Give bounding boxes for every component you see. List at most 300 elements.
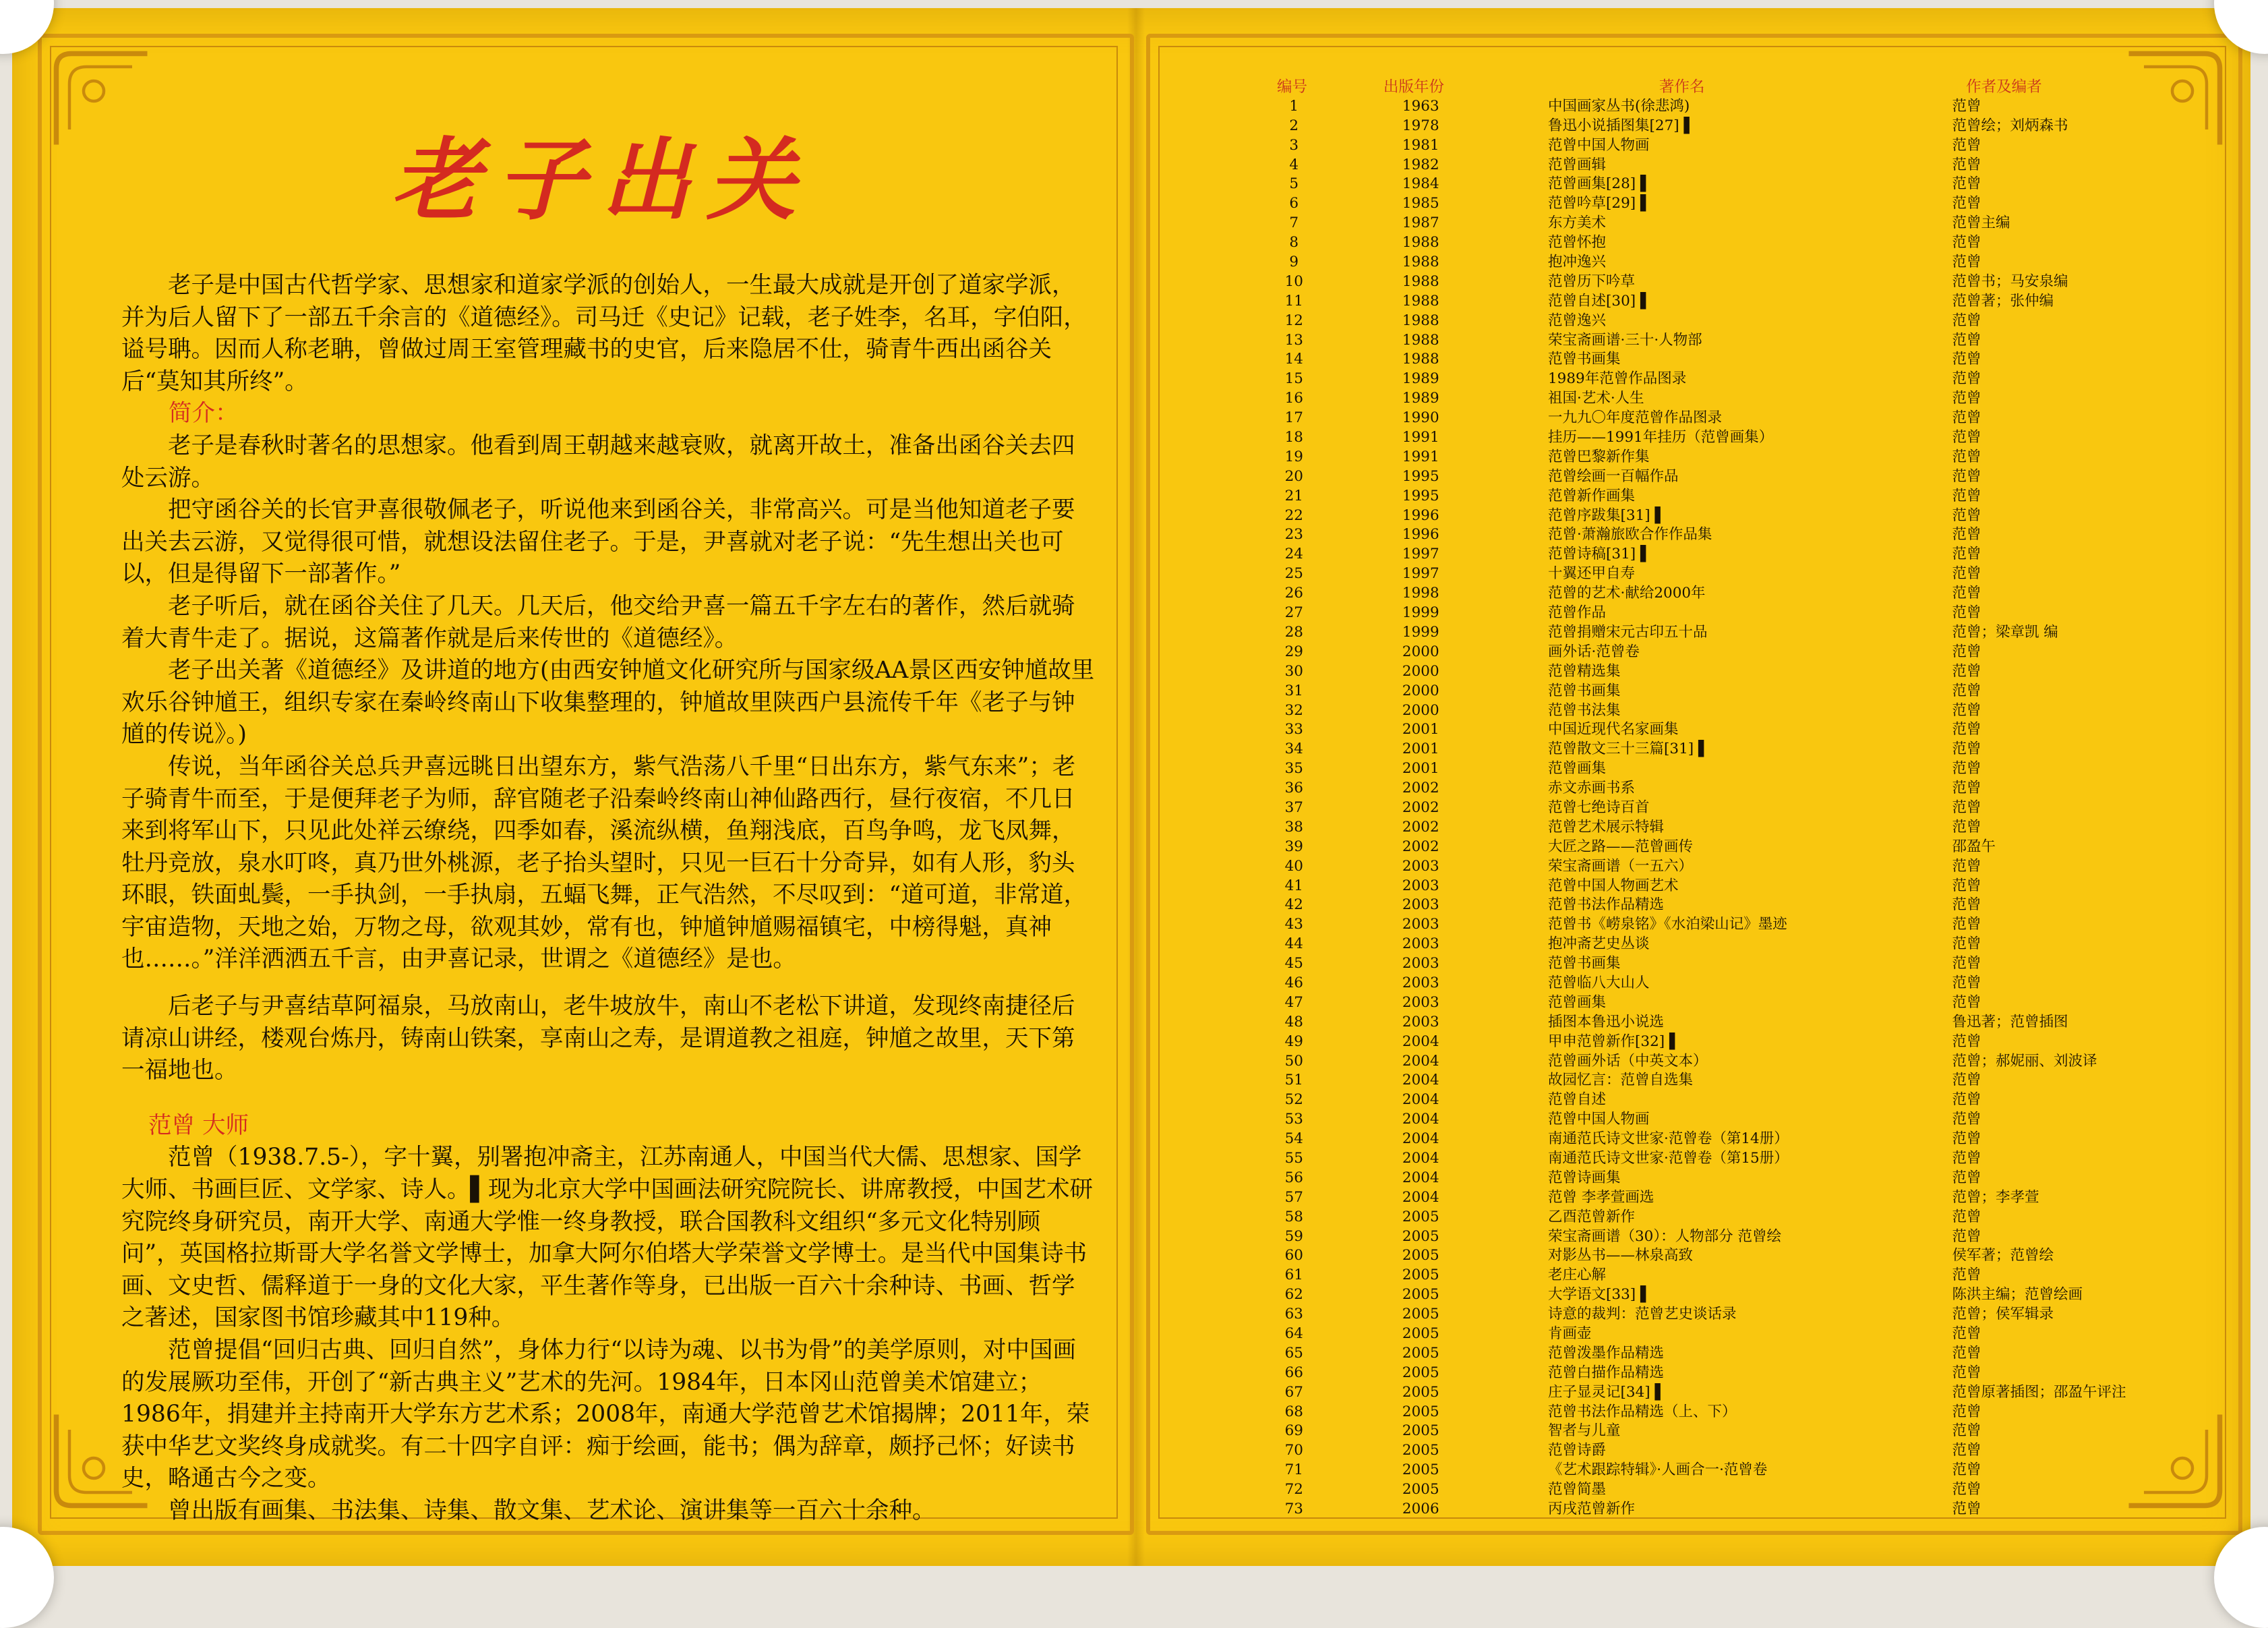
cell-year: 1988: [1402, 272, 1439, 290]
cell-title: 范曾诗画集: [1548, 1169, 1621, 1186]
cell-year: 2005: [1402, 1422, 1439, 1440]
table-row: [1267, 1013, 2151, 1033]
cell-number: 62: [1284, 1286, 1303, 1304]
table-row: [1267, 253, 2151, 272]
table-row: [1267, 896, 2151, 915]
cell-year: 2000: [1402, 682, 1439, 699]
cell-number: 37: [1284, 798, 1303, 816]
cell-title: 范曾书法集: [1548, 701, 1621, 719]
cell-year: 2005: [1402, 1227, 1439, 1245]
cell-year: 1984: [1402, 175, 1439, 193]
cell-author: 范曾: [1952, 818, 1981, 836]
paragraph: 老子听后，就在函谷关住了几天。几天后，他交给尹喜一篇五千字左右的著作，然后就骑着大青牛走了。据说，这篇著作就是后来传世的《道德经》。: [121, 592, 1075, 652]
header-title: 著作名: [1659, 78, 1705, 96]
cell-number: 50: [1284, 1052, 1303, 1070]
cell-author: 范曾: [1952, 312, 1981, 329]
cell-author: 侯军著；范曾绘: [1952, 1247, 2054, 1264]
cell-number: 10: [1284, 272, 1303, 290]
table-row: [1267, 974, 2151, 993]
cell-year: 2005: [1402, 1383, 1439, 1401]
cell-title: 插图本鲁迅小说选: [1548, 1013, 1665, 1030]
table-row: [1267, 525, 2151, 545]
cell-title: 范曾画外话（中英文本）: [1548, 1052, 1708, 1070]
cell-number: 12: [1284, 312, 1303, 329]
cell-number: 57: [1284, 1188, 1303, 1206]
table-header: [1267, 78, 2151, 97]
cell-title: 范曾·萧瀚旅欧合作作品集: [1548, 526, 1712, 544]
cell-year: 1981: [1402, 136, 1439, 154]
cell-title: 范曾作品: [1548, 604, 1607, 622]
table-row: [1267, 331, 2151, 351]
paragraph: 把守函谷关的长官尹喜很敬佩老子，听说他来到函谷关，非常高兴。可是当他知道老子要出关去云游，又觉得很可惜，就想设法留住老子。于是，尹喜就对老子说：“先生想出关也可以，但是得留下一部著作。”: [121, 496, 1075, 588]
table-row: [1267, 662, 2151, 682]
cell-year: 1988: [1402, 312, 1439, 329]
cell-author: 范曾: [1952, 896, 1981, 914]
table-row: [1267, 1305, 2151, 1325]
cell-year: 2000: [1402, 643, 1439, 660]
cell-author: 范曾: [1952, 467, 1981, 485]
cell-title: 挂历——1991年挂历（范曾画集）: [1548, 429, 1774, 446]
bibliography-table: [1267, 78, 2151, 1519]
cell-year: 1988: [1402, 351, 1439, 368]
cell-author: 范曾主编: [1952, 214, 2010, 232]
paragraph: 老子是中国古代哲学家、思想家和道家学派的创始人，一生最大成就是开创了道家学派，并为后人留下了一部五千余言的《道德经》。司马迁《史记》记载，老子姓李，名耳，字伯阳，谥号聃。因而人称老聃，曾做过周王室管理藏书的史官，后来隐居不仕，骑青牛西出函谷关后“莫知其所终”。: [121, 272, 1087, 395]
table-row: [1267, 838, 2151, 857]
cell-author: 范曾: [1952, 798, 1981, 816]
cell-number: 40: [1284, 857, 1303, 875]
cell-year: 2003: [1402, 896, 1439, 914]
cell-year: 1990: [1402, 409, 1439, 427]
table-row: [1267, 779, 2151, 798]
cell-number: 54: [1284, 1130, 1303, 1148]
cell-title: 范曾画辑: [1548, 156, 1607, 173]
cell-number: 36: [1284, 780, 1303, 797]
cell-year: 2005: [1402, 1461, 1439, 1479]
cell-title: 范曾自述[30] ▌: [1548, 292, 1652, 310]
cell-year: 2004: [1402, 1111, 1439, 1128]
cell-title: 中国近现代名家画集: [1548, 721, 1679, 738]
cell-year: 1982: [1402, 156, 1439, 173]
cell-author: 范曾: [1952, 1208, 1981, 1225]
table-row: [1267, 877, 2151, 896]
cell-year: 1988: [1402, 331, 1439, 349]
cell-year: 2004: [1402, 1149, 1439, 1167]
paragraph: 传说，当年函谷关总兵尹喜远眺日出望东方，紫气浩荡八千里“日出东方，紫气东来”；老子骑青牛而至，于是便拜老子为师，辞官随老子沿秦岭终南山神仙路西行，昼行夜宿，不几日来到将军山下，只见此处祥云缭绕，四季如春，溪流纵横，鱼翔浅底，百鸟争鸣，龙飞凤舞，牡丹竞放，泉水叮咚，真乃世外桃源，老子抬头望时，只见一巨石十分奇异，如有人形，豹头环眼，铁面虬鬓，一手执剑，一手执扇，五蝠飞舞，正气浩然，不尽叹到：“道可道，非常道，宇宙造物，天地之始，万物之母，欲观其妙，常有也，钟馗钟馗赐福镇宅，中榜得魁，真神也……。”洋洋洒洒五千言，由尹喜记录，世谓之《道德经》是也。: [121, 753, 1087, 973]
cell-year: 1988: [1402, 292, 1439, 310]
cell-title: 丙戌范曾新作: [1548, 1501, 1636, 1518]
cell-number: 73: [1284, 1501, 1303, 1518]
cell-number: 21: [1284, 487, 1303, 504]
cell-title: 抱冲斋艺史丛谈: [1548, 935, 1650, 953]
cell-number: 53: [1284, 1111, 1303, 1128]
table-row: [1267, 584, 2151, 604]
cell-number: 33: [1284, 721, 1303, 738]
cell-author: 范曾: [1952, 682, 1981, 699]
cell-title: 范曾散文三十三篇[31] ▌: [1548, 740, 1710, 758]
cell-author: 范曾: [1952, 331, 1981, 349]
cell-author: 范曾: [1952, 156, 1981, 173]
cell-year: 2001: [1402, 760, 1439, 778]
table-row: [1267, 759, 2151, 779]
table-row: [1267, 156, 2151, 175]
cell-year: 1991: [1402, 429, 1439, 446]
cell-author: 范曾: [1952, 565, 1981, 583]
cell-year: 2000: [1402, 701, 1439, 719]
cell-number: 71: [1284, 1461, 1303, 1479]
cell-number: 64: [1284, 1325, 1303, 1342]
cell-title: 范曾怀抱: [1548, 234, 1607, 252]
cell-author: 范曾: [1952, 448, 1981, 465]
cell-number: 42: [1284, 896, 1303, 914]
cell-author: 范曾: [1952, 1227, 1981, 1245]
cell-author: 范曾: [1952, 857, 1981, 875]
paragraph: 范曾（1938.7.5-），字十翼，别署抱冲斋主，江苏南通人，中国当代大儒、思想家、国学大师、书画巨匠、文学家、诗人。▌现为北京大学中国画法研究院院长、讲席教授，中国艺术研究院终身研究员，南开大学、南通大学惟一终身教授，联合国教科文组织“多元文化特别顾问”，英国格拉斯哥大学名誉文学博士，加拿大阿尔伯塔大学荣誉文学博士。是当代中国集诗书画、文史哲、儒释道于一身的文化大家，平生著作等身，已出版一百六十余种诗、书画、哲学之著述，国家图书馆珍藏其中119种。: [121, 1144, 1094, 1332]
table-row: [1267, 623, 2151, 643]
cell-number: 70: [1284, 1442, 1303, 1459]
cell-author: 范曾: [1952, 701, 1981, 719]
cell-title: 范曾中国人物画: [1548, 136, 1650, 154]
cell-title: 荣宝斋画谱（30）：人物部分 范曾绘: [1548, 1227, 1781, 1245]
cell-author: 范曾: [1952, 935, 1981, 953]
cell-number: 65: [1284, 1344, 1303, 1362]
cell-year: 1989: [1402, 370, 1439, 388]
table-row: [1267, 409, 2151, 428]
table-row: [1267, 1500, 2151, 1519]
cell-year: 2001: [1402, 740, 1439, 758]
table-row: [1267, 993, 2151, 1013]
cell-title: 祖国·艺术·人生: [1548, 390, 1644, 407]
table-row: [1267, 1325, 2151, 1344]
table-row: [1267, 1344, 2151, 1364]
cell-year: 1995: [1402, 487, 1439, 504]
cell-year: 1987: [1402, 214, 1439, 232]
cell-title: 范曾吟草[29] ▌: [1548, 195, 1652, 212]
cell-author: 范曾: [1952, 487, 1981, 504]
cell-title: 范曾书画集: [1548, 351, 1621, 368]
cell-title: 画外话·范曾卷: [1548, 643, 1640, 660]
cell-year: 2003: [1402, 857, 1439, 875]
cell-author: 范曾: [1952, 974, 1981, 991]
cell-author: 范曾著；张仲编: [1952, 292, 2054, 310]
cell-title: 老庄心解: [1548, 1267, 1607, 1284]
cell-title: 乙酉范曾新作: [1548, 1208, 1636, 1225]
cell-number: 38: [1284, 818, 1303, 836]
cell-author: 范曾: [1952, 1149, 1981, 1167]
cell-title: 范曾精选集: [1548, 662, 1621, 680]
cell-year: 2004: [1402, 1188, 1439, 1206]
cell-number: 11: [1284, 292, 1303, 310]
cell-number: 35: [1284, 760, 1303, 778]
cell-author: 范曾: [1952, 955, 1981, 972]
cell-number: 72: [1284, 1481, 1303, 1499]
cell-year: 2002: [1402, 798, 1439, 816]
cell-author: 范曾: [1952, 1267, 1981, 1284]
cell-year: 2005: [1402, 1344, 1439, 1362]
cell-number: 26: [1284, 585, 1303, 602]
cell-author: 陈洪主编；范曾绘画: [1952, 1286, 2083, 1304]
cell-year: 2003: [1402, 1013, 1439, 1030]
cell-number: 23: [1284, 526, 1303, 544]
table-row: [1267, 564, 2151, 584]
cell-author: 范曾: [1952, 1072, 1981, 1089]
cell-author: 范曾: [1952, 97, 1981, 115]
cell-title: 智者与儿童: [1548, 1422, 1621, 1440]
table-body: [1267, 97, 2151, 1519]
cell-number: 34: [1284, 740, 1303, 758]
cell-author: 范曾: [1952, 506, 1981, 524]
cell-title: 范曾序跋集[31] ▌: [1548, 506, 1667, 524]
cell-number: 8: [1289, 234, 1299, 252]
table-row: [1267, 506, 2151, 526]
cell-year: 2005: [1402, 1403, 1439, 1420]
cell-number: 31: [1284, 682, 1303, 699]
cell-author: 范曾: [1952, 1403, 1981, 1420]
cell-year: 1997: [1402, 565, 1439, 583]
table-row: [1267, 370, 2151, 389]
table-row: [1267, 389, 2151, 409]
table-row: [1267, 1130, 2151, 1149]
table-row: [1267, 1149, 2151, 1169]
cell-year: 2005: [1402, 1208, 1439, 1225]
table-row: [1267, 117, 2151, 136]
table-row: [1267, 604, 2151, 623]
cell-title: 范曾 李孝萱画选: [1548, 1188, 1654, 1206]
cell-number: 27: [1284, 604, 1303, 622]
cell-author: 范曾: [1952, 526, 1981, 544]
table-row: [1267, 701, 2151, 721]
cell-title: 范曾中国人物画艺术: [1548, 877, 1679, 894]
cell-author: 范曾: [1952, 1111, 1981, 1128]
cell-author: 范曾；李孝萱: [1952, 1188, 2039, 1206]
cell-year: 2005: [1402, 1306, 1439, 1323]
table-row: [1267, 1246, 2151, 1266]
cell-author: 范曾: [1952, 1501, 1981, 1518]
cell-title: 范曾新作画集: [1548, 487, 1636, 504]
table-row: [1267, 1091, 2151, 1110]
paragraph: 老子出关著《道德经》及讲道的地方(由西安钟馗文化研究所与国家级AA景区西安钟馗故里欢乐谷钟馗王，组织专家在秦岭终南山下收集整理的，钟馗故里陕西户县流传千年《老子与钟馗的传说》。): [121, 657, 1095, 749]
cell-author: 范曾: [1952, 1033, 1981, 1050]
cell-title: 大学语文[33] ▌: [1548, 1286, 1652, 1304]
cell-title: 范曾临八大山人: [1548, 974, 1650, 991]
table-row: [1267, 1364, 2151, 1383]
cell-number: 14: [1284, 351, 1303, 368]
cell-number: 25: [1284, 565, 1303, 583]
cell-year: 1988: [1402, 234, 1439, 252]
table-row: [1267, 1033, 2151, 1052]
cell-author: 范曾: [1952, 1442, 1981, 1459]
cell-author: 范曾: [1952, 1130, 1981, 1148]
cell-author: 范曾: [1952, 1422, 1981, 1440]
cell-year: 1995: [1402, 467, 1439, 485]
cell-number: 9: [1289, 254, 1299, 271]
cell-title: 范曾泼墨作品精选: [1548, 1344, 1665, 1362]
cell-number: 66: [1284, 1364, 1303, 1381]
cell-author: 范曾: [1952, 195, 1981, 212]
cell-number: 15: [1284, 370, 1303, 388]
cell-number: 32: [1284, 701, 1303, 719]
cell-year: 2002: [1402, 780, 1439, 797]
cell-year: 1996: [1402, 526, 1439, 544]
table-row: [1267, 1461, 2151, 1480]
cell-title: 一九九〇年度范曾作品图录: [1548, 409, 1723, 427]
cell-author: 范曾: [1952, 409, 1981, 427]
cell-number: 60: [1284, 1247, 1303, 1264]
paragraph: 范曾提倡“回归古典、回归自然”，身体力行“以诗为魂、以书为骨”的美学原则，对中国画的发展厥功至伟，开创了“新古典主义”艺术的先河。1984年，日本冈山范曾美术馆建立；1986年，捐建并主持南开大学东方艺术系；2008年，南通大学范曾艺术馆揭牌；2011年，荣获中华艺文奖终身成就奖。有二十四字自评：痴于绘画，能书；偶为辞章，颇抒己怀；好读书史，略通古今之变。: [121, 1337, 1090, 1492]
cell-title: 大匠之路——范曾画传: [1548, 838, 1694, 855]
cell-year: 2005: [1402, 1247, 1439, 1264]
table-row: [1267, 915, 2151, 935]
cell-title: 对影丛书——林泉高致: [1548, 1247, 1694, 1264]
table-row: [1267, 545, 2151, 564]
cell-title: 赤文赤画书系: [1548, 780, 1636, 797]
table-row: [1267, 720, 2151, 740]
table-row: [1267, 935, 2151, 954]
table-row: [1267, 1285, 2151, 1305]
cell-author: 范曾: [1952, 234, 1981, 252]
cell-number: 56: [1284, 1169, 1303, 1186]
cell-title: 庄子显灵记[34] ▌: [1548, 1383, 1667, 1401]
cell-year: 2005: [1402, 1364, 1439, 1381]
header-year: 出版年份: [1383, 78, 1444, 96]
table-row: [1267, 448, 2151, 467]
table-row: [1267, 643, 2151, 662]
cell-number: 45: [1284, 955, 1303, 972]
header-author: 作者及编者: [1966, 78, 2042, 96]
cell-title: 范曾捐赠宋元古印五十品: [1548, 623, 1708, 641]
cell-year: 1998: [1402, 585, 1439, 602]
cell-year: 2004: [1402, 1052, 1439, 1070]
cell-author: 范曾；侯军辑录: [1952, 1306, 2054, 1323]
cell-year: 2004: [1402, 1169, 1439, 1186]
cell-number: 51: [1284, 1072, 1303, 1089]
cell-title: 《艺术跟踪特辑》·人画合一·范曾卷: [1548, 1461, 1768, 1479]
cell-title: 范曾书《崂泉铭》《水泊梁山记》墨迹: [1548, 916, 1787, 933]
cell-year: 1963: [1402, 97, 1439, 115]
cell-number: 3: [1289, 136, 1299, 154]
cell-title: 范曾白描作品精选: [1548, 1364, 1665, 1381]
table-row: [1267, 954, 2151, 974]
cell-number: 68: [1284, 1403, 1303, 1420]
cell-author: 范曾: [1952, 1344, 1981, 1362]
cell-author: 范曾: [1952, 740, 1981, 758]
cell-title: 范曾画集: [1548, 760, 1607, 778]
section-heading: 简介：: [169, 400, 239, 428]
table-row: [1267, 272, 2151, 292]
cell-title: 范曾七绝诗百首: [1548, 798, 1650, 816]
cell-author: 范曾: [1952, 1481, 1981, 1499]
cell-number: 43: [1284, 916, 1303, 933]
table-row: [1267, 312, 2151, 331]
cell-year: 2003: [1402, 916, 1439, 933]
cell-number: 46: [1284, 974, 1303, 991]
cell-number: 48: [1284, 1013, 1303, 1030]
cell-title: 甲申范曾新作[32] ▌: [1548, 1033, 1681, 1050]
cell-author: 范曾: [1952, 1461, 1981, 1479]
cell-author: 范曾: [1952, 780, 1981, 797]
cell-year: 2003: [1402, 955, 1439, 972]
cell-number: 49: [1284, 1033, 1303, 1050]
cell-number: 1: [1289, 97, 1299, 115]
cell-number: 16: [1284, 390, 1303, 407]
cell-title: 范曾逸兴: [1548, 312, 1607, 329]
table-row: [1267, 194, 2151, 214]
cell-number: 6: [1289, 195, 1299, 212]
cell-title: 南通范氏诗文世家·范曾卷（第14册）: [1548, 1130, 1789, 1148]
table-row: [1267, 175, 2151, 194]
paragraph: 老子是春秋时著名的思想家。他看到周王朝越来越衰败，就离开故土，准备出函谷关去四处云游。: [121, 432, 1075, 492]
cell-author: 范曾；梁章凯 编: [1952, 623, 2058, 641]
cell-year: 2005: [1402, 1325, 1439, 1342]
cell-year: 2003: [1402, 935, 1439, 953]
cell-author: 范曾: [1952, 136, 1981, 154]
table-row: [1267, 1071, 2151, 1091]
table-row: [1267, 798, 2151, 818]
cell-author: 范曾: [1952, 429, 1981, 446]
cell-title: 范曾的艺术·献给2000年: [1548, 585, 1706, 602]
cell-number: 5: [1289, 175, 1299, 193]
cell-year: 2004: [1402, 1091, 1439, 1109]
cell-number: 47: [1284, 993, 1303, 1011]
cell-number: 18: [1284, 429, 1303, 446]
cell-year: 1989: [1402, 390, 1439, 407]
table-row: [1267, 214, 2151, 233]
table-row: [1267, 1266, 2151, 1285]
cell-number: 22: [1284, 506, 1303, 524]
cell-number: 4: [1289, 156, 1299, 173]
cell-year: 1985: [1402, 195, 1439, 212]
table-row: [1267, 350, 2151, 370]
cell-author: 范曾；郝妮丽、刘波译: [1952, 1052, 2097, 1070]
cell-year: 1991: [1402, 448, 1439, 465]
cell-number: 24: [1284, 546, 1303, 563]
cell-year: 2005: [1402, 1481, 1439, 1499]
cell-year: 1996: [1402, 506, 1439, 524]
cell-author: 范曾: [1952, 1325, 1981, 1342]
cell-year: 1978: [1402, 117, 1439, 134]
table-row: [1267, 97, 2151, 117]
cell-title: 范曾历下吟草: [1548, 272, 1636, 290]
cell-author: 范曾: [1952, 1364, 1981, 1381]
cell-number: 20: [1284, 467, 1303, 485]
table-row: [1267, 1110, 2151, 1130]
cell-year: 1997: [1402, 546, 1439, 563]
cell-year: 2006: [1402, 1501, 1439, 1518]
cell-year: 2003: [1402, 974, 1439, 991]
cell-author: 范曾: [1952, 877, 1981, 894]
cell-year: 2005: [1402, 1442, 1439, 1459]
cell-title: 范曾书法作品精选: [1548, 896, 1665, 914]
table-row: [1267, 487, 2151, 506]
cell-author: 范曾书；马安泉编: [1952, 272, 2068, 290]
table-row: [1267, 428, 2151, 448]
cell-title: 鲁迅小说插图集[27] ▌: [1548, 117, 1696, 134]
cell-number: 59: [1284, 1227, 1303, 1245]
cell-title: 范曾自述: [1548, 1091, 1607, 1109]
cell-title: 荣宝斋画谱（一五六）: [1548, 857, 1694, 875]
paragraph: 后老子与尹喜结草阿福泉，马放南山，老牛坡放牛，南山不老松下讲道，发现终南捷径后请凉山讲经，楼观台炼丹，铸南山铁案，享南山之寿，是谓道教之祖庭，钟馗之故里，天下第一福地也。: [121, 993, 1075, 1084]
cell-author: 范曾: [1952, 546, 1981, 563]
cell-year: 2003: [1402, 993, 1439, 1011]
cell-year: 1988: [1402, 254, 1439, 271]
cell-title: 1989年范曾作品图录: [1548, 370, 1687, 388]
cell-number: 29: [1284, 643, 1303, 660]
cell-title: 范曾艺术展示特辑: [1548, 818, 1665, 836]
cell-year: 2002: [1402, 838, 1439, 855]
cell-author: 范曾: [1952, 643, 1981, 660]
table-row: [1267, 682, 2151, 701]
cell-author: 范曾: [1952, 254, 1981, 271]
table-row: [1267, 1208, 2151, 1227]
